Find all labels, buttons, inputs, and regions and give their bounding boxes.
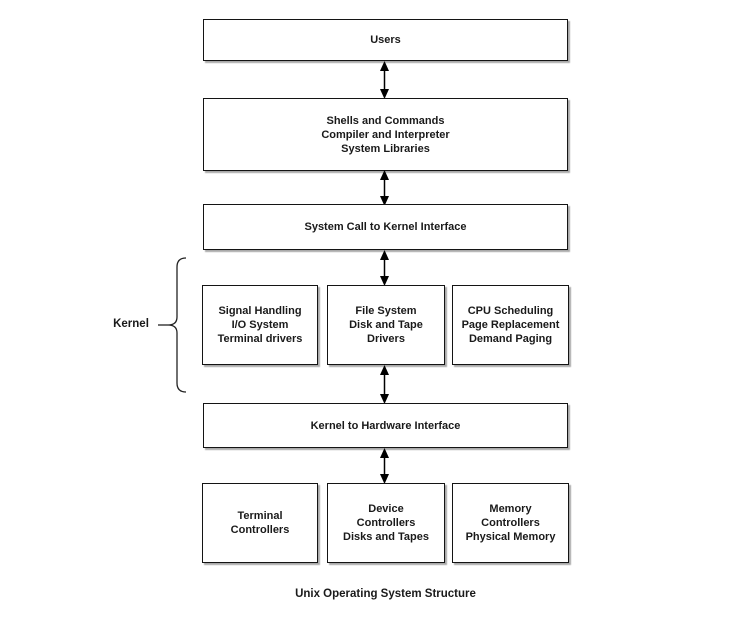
box-terminal-line-1: Terminal [237, 510, 283, 522]
box-cpu-line-2: Page Replacement [461, 319, 560, 331]
box-shells-line-1: Shells and Commands [326, 114, 445, 127]
arrow-syscall-kernel [378, 250, 391, 286]
box-signal-line-1: Signal Handling [218, 305, 302, 317]
box-shells-line-3: System Libraries [341, 142, 430, 155]
box-shells-line-2: Compiler and Interpreter [321, 128, 450, 141]
box-memory-line-3: Physical Memory [465, 531, 556, 543]
kernel-brace [155, 255, 191, 397]
box-file-system [327, 285, 445, 365]
box-signal-handling [202, 285, 318, 365]
box-hardware-label: Kernel to Hardware Interface [310, 419, 461, 432]
box-filesystem-line-1: File System [355, 305, 417, 317]
box-cpu-line-1: CPU Scheduling [467, 305, 554, 317]
box-users [203, 19, 568, 61]
arrow-shells-syscall [378, 170, 391, 206]
box-syscall-label: System Call to Kernel Interface [304, 221, 467, 233]
box-cpu-scheduling [452, 285, 569, 365]
box-filesystem-line-2: Disk and Tape [349, 319, 423, 331]
kernel-label: Kernel [113, 318, 149, 330]
box-device-line-3: Disks and Tapes [343, 531, 429, 543]
arrow-kernel-hardware [378, 365, 391, 404]
box-terminal-controllers [202, 483, 318, 563]
box-shells-and-commands [203, 98, 568, 171]
arrow-hardware-controllers [378, 448, 391, 484]
box-device-line-1: Device [368, 503, 404, 515]
box-memory-line-2: Controllers [481, 517, 540, 529]
box-signal-line-3: Terminal drivers [217, 333, 303, 345]
arrow-users-shells [378, 61, 391, 99]
box-filesystem-line-3: Drivers [367, 333, 405, 345]
box-memory-line-1: Memory [489, 503, 532, 515]
box-device-line-2: Controllers [356, 517, 416, 529]
box-cpu-line-3: Demand Paging [468, 333, 553, 345]
box-signal-line-2: I/O System [231, 319, 289, 331]
box-terminal-line-2: Controllers [230, 524, 290, 536]
box-users-label: Users [370, 34, 401, 46]
box-system-call-interface [203, 204, 568, 250]
box-hardware-interface [203, 403, 568, 448]
box-memory-controllers [452, 483, 569, 563]
diagram-caption: Unix Operating System Structure [295, 588, 476, 600]
box-device-controllers [327, 483, 445, 563]
